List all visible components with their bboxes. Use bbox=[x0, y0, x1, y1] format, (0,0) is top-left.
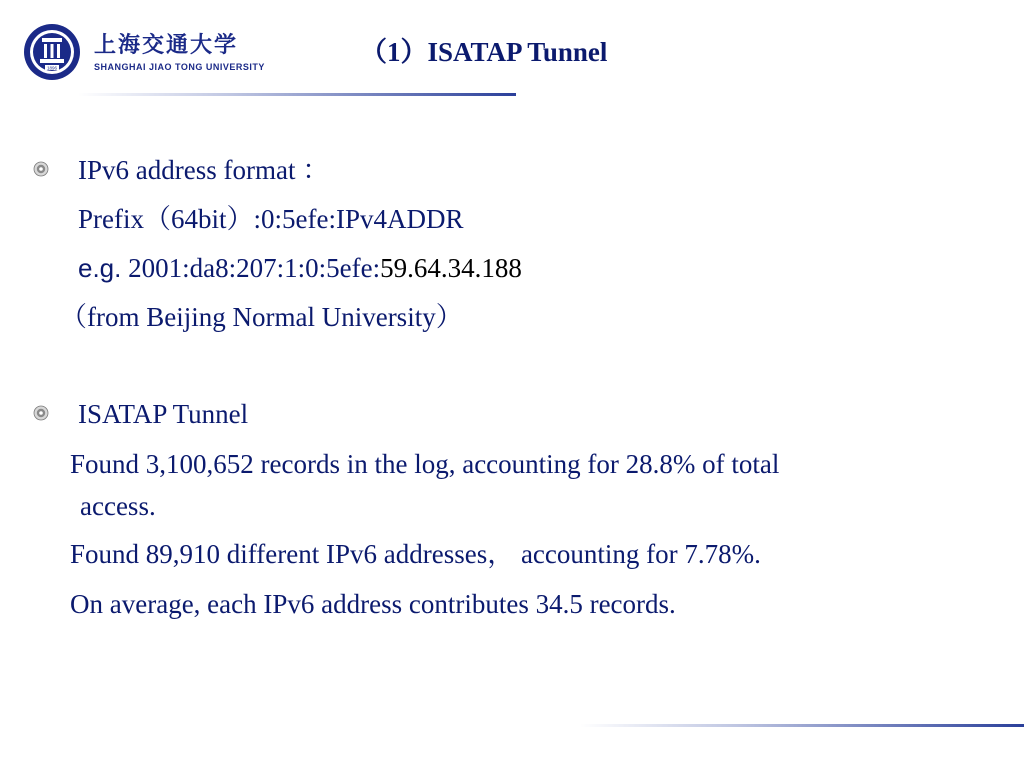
example-address-ipv4: 59.64.34.188 bbox=[380, 253, 522, 283]
example-address-prefix: 2001:da8:207:1:0:5efe: bbox=[128, 253, 381, 283]
bullet-icon bbox=[33, 161, 49, 177]
university-logo bbox=[22, 22, 265, 84]
university-emblem-icon bbox=[22, 22, 82, 82]
example-line bbox=[78, 252, 522, 284]
records-found-continuation: access. bbox=[80, 491, 156, 521]
addresses-found-line: Found 89,910 different IPv6 addresses， accounting for 7.78%. bbox=[70, 539, 761, 569]
records-found-line: Found 3,100,652 records in the log, accounting for 28.8% of total bbox=[70, 449, 780, 479]
example-prefix: e.g. bbox=[78, 253, 122, 283]
slide-title: （1）ISATAP Tunnel bbox=[360, 37, 608, 67]
header-divider bbox=[78, 93, 516, 96]
logo-english-name: SHANGHAI JIAO TONG UNIVERSITY bbox=[94, 62, 265, 72]
source-note: （from Beijing Normal University） bbox=[60, 302, 463, 332]
logo-year: 1896 bbox=[46, 65, 58, 71]
ipv6-format-line: Prefix（64bit）:0:5efe:IPv4ADDR bbox=[78, 204, 464, 234]
bullet2-heading: ISATAP Tunnel bbox=[78, 399, 249, 429]
bullet1-heading: IPv6 address format ： bbox=[78, 155, 330, 185]
average-records-line: On average, each IPv6 address contributes 34.5 records. bbox=[70, 589, 676, 619]
footer-divider bbox=[580, 724, 1024, 727]
bullet-icon bbox=[33, 405, 49, 421]
logo-chinese-name: 上海交通大学 bbox=[94, 32, 239, 58]
